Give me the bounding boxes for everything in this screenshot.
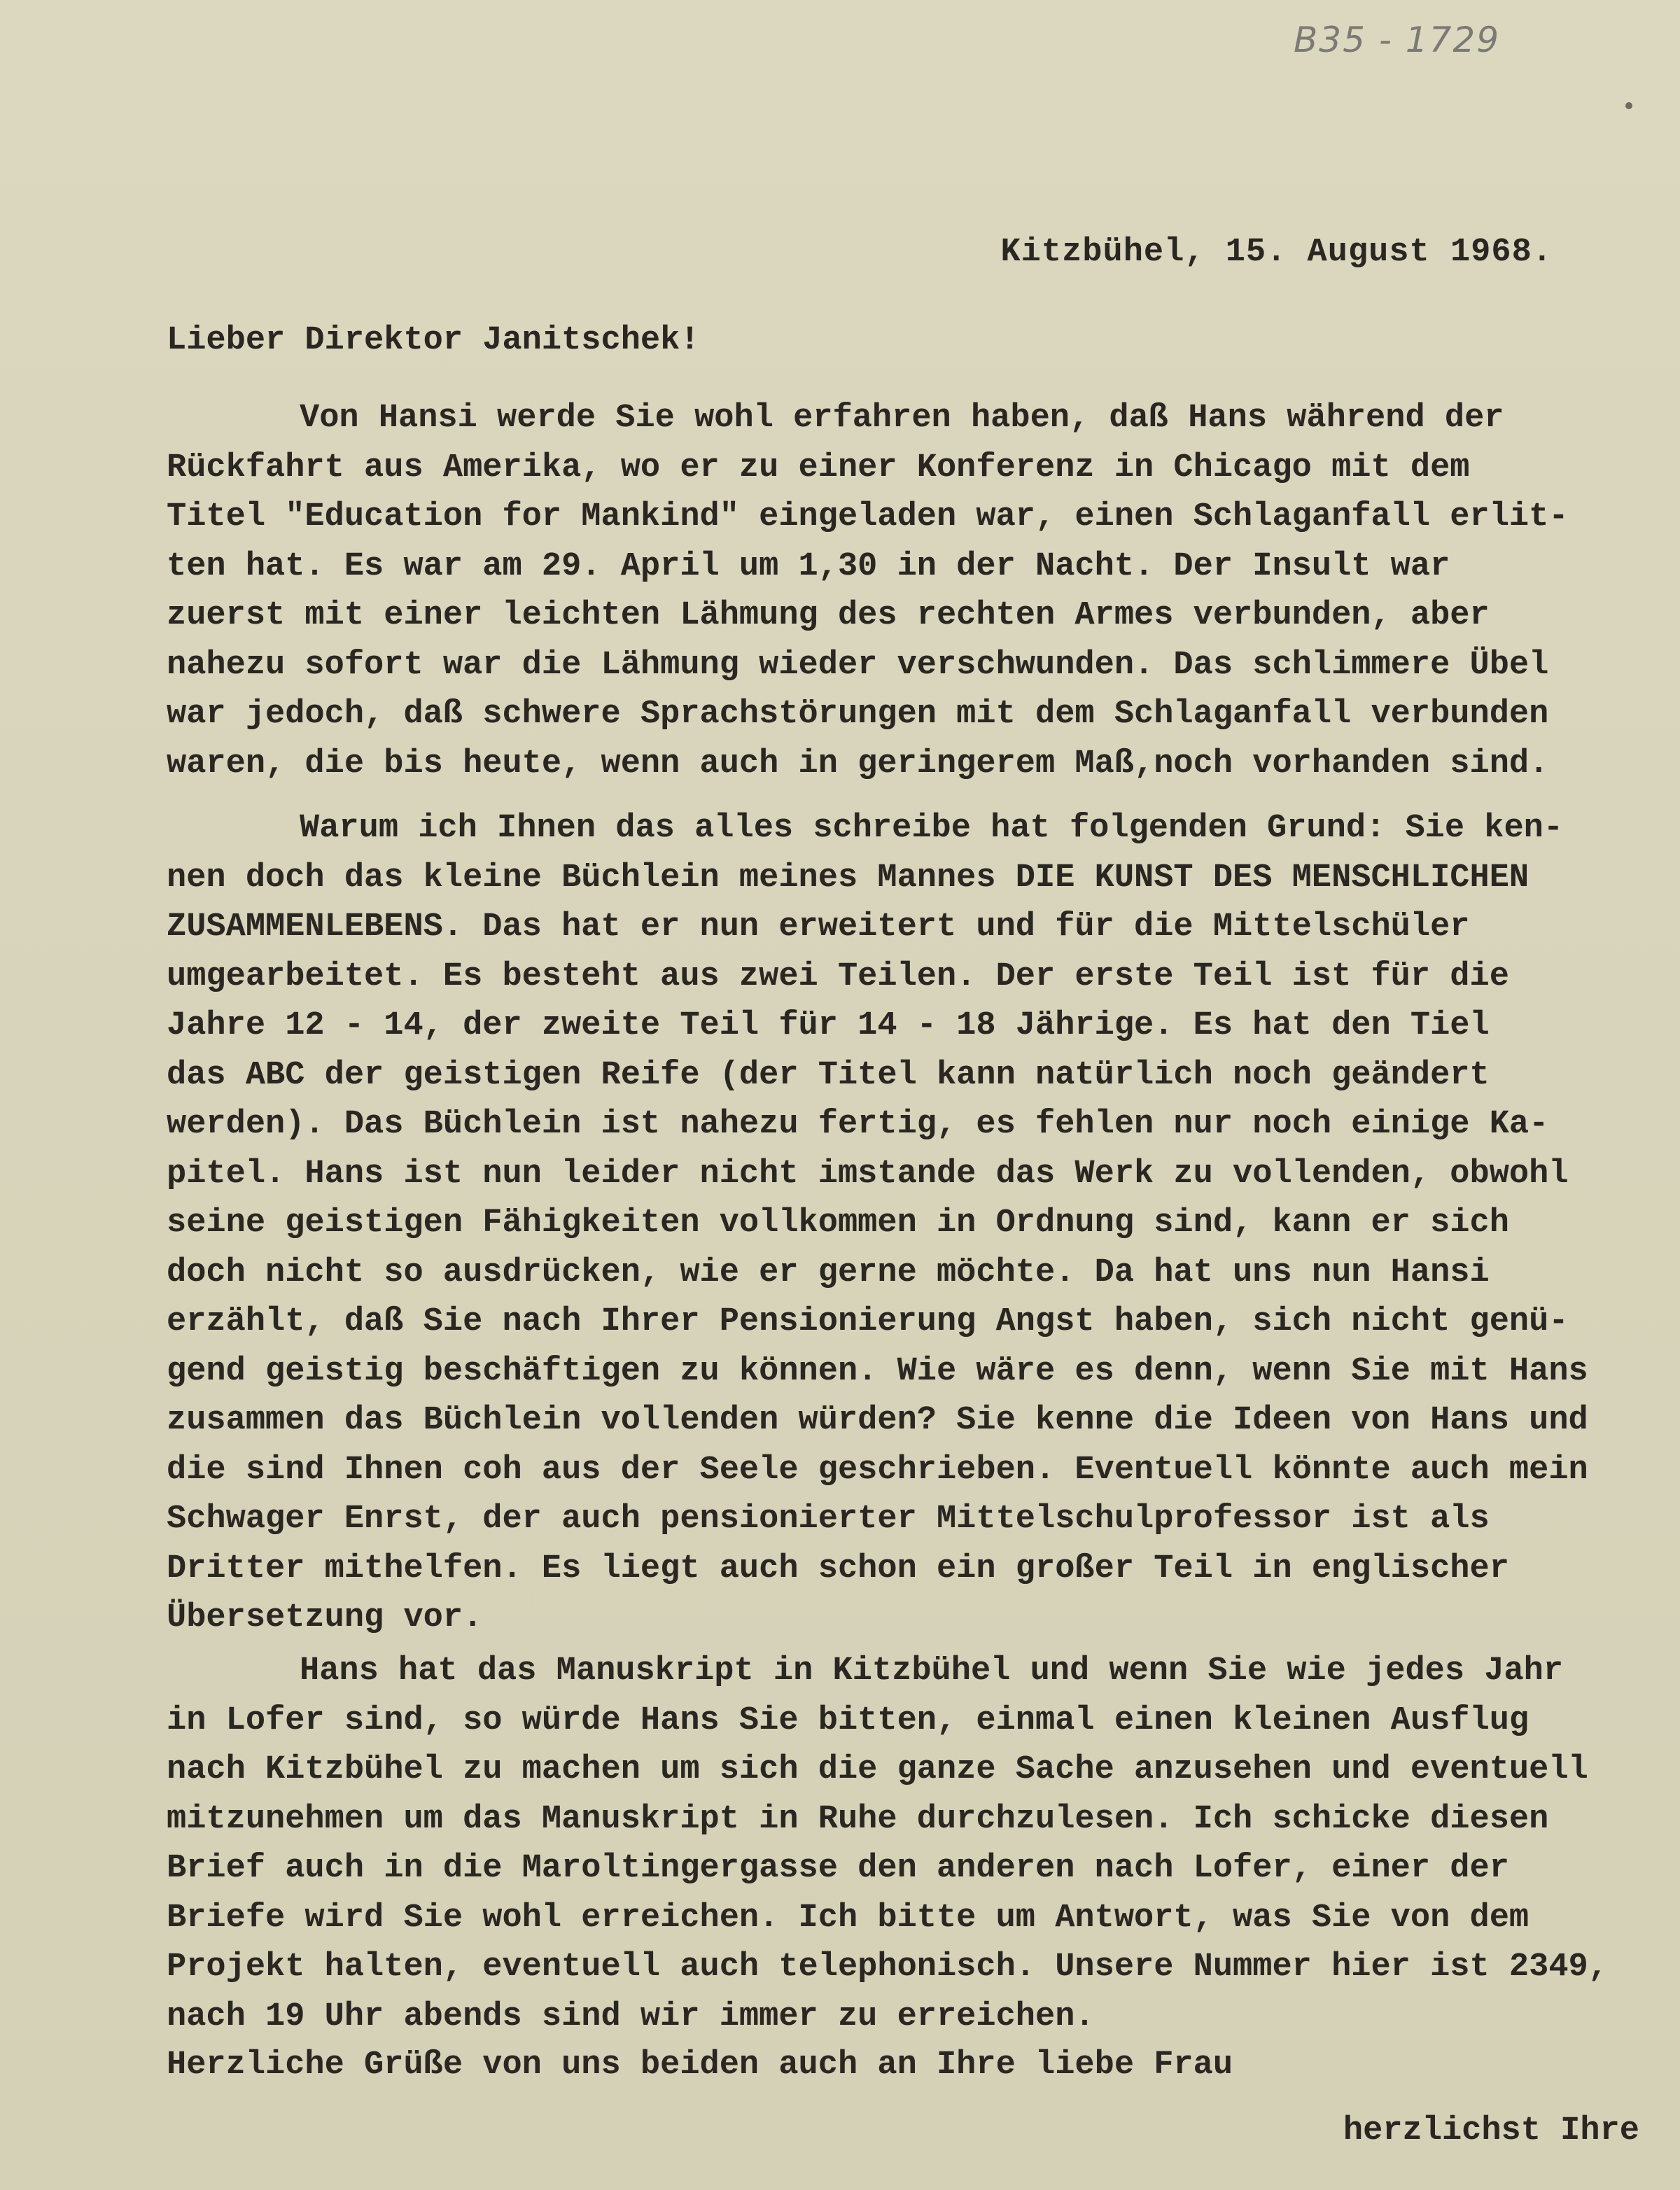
paragraph-line: doch nicht so ausdrücken, wie er gerne möchte. Da hat uns nun Hansi: [167, 1254, 1490, 1291]
pin-hole-mark: [1625, 102, 1632, 109]
paragraph-line: umgearbeitet. Es besteht aus zwei Teilen. Der erste Teil ist für die: [167, 957, 1509, 995]
paragraph-line: pitel. Hans ist nun leider nicht imstande das Werk zu vollenden, obwohl: [167, 1155, 1569, 1193]
paragraph-line: Brief auch in die Maroltingergasse den anderen nach Lofer, einer der: [167, 1850, 1509, 1887]
paragraph-line: die sind Ihnen coh aus der Seele geschrieben. Eventuell könnte auch mein: [167, 1451, 1588, 1489]
paragraph-line: mitzunehmen um das Manuskript in Ruhe durchzulesen. Ich schicke diesen: [167, 1800, 1549, 1838]
paragraph-1: [167, 394, 1627, 789]
paragraph-line: war jedoch, daß schwere Sprachstörungen mit dem Schlaganfall verbunden: [167, 696, 1549, 733]
paragraph-line: Schwager Enrst, der auch pensionierter Mittelschulprofessor ist als: [167, 1501, 1490, 1538]
paragraph-line: nach 19 Uhr abends sind wir immer zu erreichen.: [167, 1998, 1095, 2035]
paragraph-line: Titel "Education for Mankind" eingeladen war, einen Schlaganfall erlit-: [167, 498, 1569, 535]
paragraph-line: seine geistigen Fähigkeiten vollkommen in Ordnung sind, kann er sich: [167, 1205, 1509, 1242]
paragraph-line: Briefe wird Sie wohl erreichen. Ich bitte um Antwort, was Sie von dem: [167, 1899, 1530, 1937]
paragraph-line: werden). Das Büchlein ist nahezu fertig, es fehlen nur noch einige Ka-: [167, 1106, 1549, 1143]
paragraph-3: [167, 1647, 1627, 2042]
paragraph-line: nen doch das kleine Büchlein meines Mannes DIE KUNST DES MENSCHLICHEN: [167, 859, 1530, 897]
letter-dateline: Kitzbühel, 15. August 1968.: [1000, 234, 1553, 271]
paragraph-line: in Lofer sind, so würde Hans Sie bitten, einmal einen kleinen Ausflug: [167, 1701, 1530, 1739]
letter-salutation: Lieber Direktor Janitschek!: [167, 322, 700, 359]
paragraph-line: Jahre 12 - 14, der zweite Teil für 14 - 18 Jährige. Es hat den Tiel: [167, 1007, 1490, 1044]
letter-sign-off: herzlichst Ihre: [1343, 2112, 1639, 2149]
paragraph-line: Übersetzung vor.: [167, 1599, 483, 1636]
letter-closing: Herzliche Grüße von uns beiden auch an Ihre liebe Frau: [167, 2047, 1233, 2084]
paragraph-line: erzählt, daß Sie nach Ihrer Pensionierung Angst haben, sich nicht genü-: [167, 1303, 1569, 1340]
paragraph-line: ZUSAMMENLEBENS. Das hat er nun erweitert und für die Mittelschüler: [167, 908, 1470, 946]
paragraph-line: gend geistig beschäftigen zu können. Wie wäre es denn, wenn Sie mit Hans: [167, 1352, 1588, 1390]
archive-reference-number: B35 - 1729: [1294, 20, 1500, 60]
paragraph-line: Hans hat das Manuskript in Kitzbühel und wenn Sie wie jedes Jahr: [300, 1652, 1564, 1690]
paragraph-line: Von Hansi werde Sie wohl erfahren haben, daß Hans während der: [300, 400, 1504, 437]
paragraph-line: nahezu sofort war die Lähmung wieder verschwunden. Das schlimmere Übel: [167, 646, 1549, 684]
paragraph-line: ten hat. Es war am 29. April um 1,30 in der Nacht. Der Insult war: [167, 547, 1450, 585]
paragraph-line: Dritter mithelfen. Es liegt auch schon ein großer Teil in englischer: [167, 1550, 1509, 1587]
paragraph-line: Rückfahrt aus Amerika, wo er zu einer Konferenz in Chicago mit dem: [167, 449, 1470, 486]
paragraph-line: das ABC der geistigen Reife (der Titel kann natürlich noch geändert: [167, 1056, 1490, 1094]
paragraph-2: [167, 804, 1627, 1643]
paragraph-line: zusammen das Büchlein vollenden würden? Sie kenne die Ideen von Hans und: [167, 1402, 1588, 1439]
paragraph-line: nach Kitzbühel zu machen um sich die ganze Sache anzusehen und eventuell: [167, 1751, 1588, 1788]
paragraph-line: Projekt halten, eventuell auch telephonisch. Unsere Nummer hier ist 2349,: [167, 1949, 1608, 1986]
paragraph-line: zuerst mit einer leichten Lähmung des rechten Armes verbunden, aber: [167, 597, 1490, 634]
paragraph-line: waren, die bis heute, wenn auch in geringerem Maß,noch vorhanden sind.: [167, 745, 1549, 782]
paragraph-line: Warum ich Ihnen das alles schreibe hat folgenden Grund: Sie ken-: [300, 810, 1564, 847]
